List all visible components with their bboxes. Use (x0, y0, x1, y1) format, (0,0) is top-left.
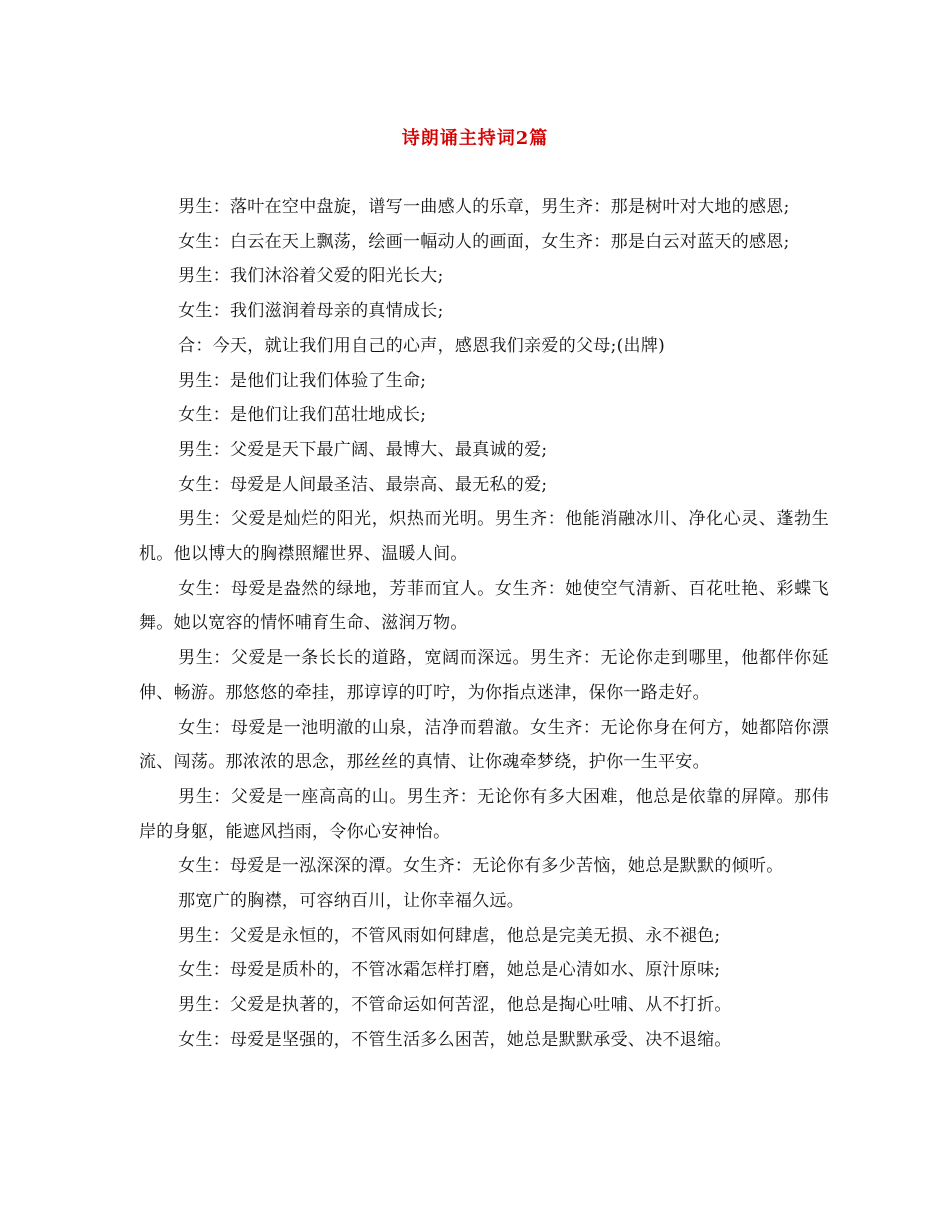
paragraph-4: 女生：我们滋润着母亲的真情成长; (178, 301, 444, 322)
paragraph-18: 女生：母爱是质朴的，不管冰霜怎样打磨，她总是心清如水、原汁原味; (178, 960, 721, 981)
document-body (139, 190, 829, 1058)
paragraph-12: 男生：父爱是一条长长的道路，宽阔而深远。男生齐：无论你走到哪里，他都伴你延伸、畅游。那悠悠的牵挂，那谆谆的叮咛，为你指点迷津，保你一路走好。 (139, 648, 829, 703)
paragraph-17: 男生：父爱是永恒的，不管风雨如何肆虐，他总是完美无损、永不褪色; (178, 925, 721, 946)
paragraph-3: 男生：我们沐浴着父爱的阳光长大; (178, 266, 444, 287)
paragraph-14: 男生：父爱是一座高高的山。男生齐：无论你有多大困难，他总是依靠的屏障。那伟岸的身躯，能遮风挡雨，令你心安神怡。 (139, 786, 829, 842)
paragraph-19: 男生：父爱是执著的，不管命运如何苦涩，他总是掏心吐哺、从不打折。 (178, 995, 732, 1016)
paragraph-1: 男生：落叶在空中盘旋，谱写一曲感人的乐章，男生齐：那是树叶对大地的感恩; (178, 197, 790, 217)
paragraph-13: 女生：母爱是一池明澈的山泉，洁净而碧澈。女生齐：无论你身在何方，她都陪你漂流、闯荡。那浓浓的思念，那丝丝的真情、让你魂牵梦绕，护你一生平安。 (139, 717, 829, 773)
paragraph-15: 女生：母爱是一泓深深的潭。女生齐：无论你有多少苦恼，她总是默默的倾听。 (178, 856, 784, 877)
paragraph-7: 女生：是他们让我们茁壮地成长; (178, 405, 427, 426)
paragraph-6: 男生：是他们让我们体验了生命; (178, 370, 427, 391)
paragraph-9: 女生：母爱是人间最圣洁、最崇高、最无私的爱; (178, 474, 548, 495)
paragraph-20: 女生：母爱是坚强的，不管生活多么困苦，她总是默默承受、决不退缩。 (178, 1029, 732, 1050)
paragraph-8: 男生：父爱是天下最广阔、最博大、最真诚的爱; (178, 439, 548, 460)
paragraph-5: 合：今天，就让我们用自己的心声，感恩我们亲爱的父母;(出牌) (178, 335, 666, 356)
document-title: 诗朗诵主持词2篇 (401, 128, 549, 149)
paragraph-2: 女生：白云在天上飘荡，绘画一幅动人的画面，女生齐：那是白云对蓝天的感恩; (178, 231, 790, 252)
paragraph-10: 男生：父爱是灿烂的阳光，炽热而光明。男生齐：他能消融冰川、净化心灵、蓬勃生机。他以博大的胸襟照耀世界、温暖人间。 (139, 509, 829, 565)
paragraph-16: 那宽广的胸襟，可容纳百川，让你幸福久远。 (178, 891, 525, 912)
paragraph-11: 女生：母爱是盎然的绿地，芳菲而宜人。女生齐：她使空气清新、百花吐艳、彩蝶飞舞。她以宽容的情怀哺育生命、滋润万物。 (139, 578, 829, 634)
